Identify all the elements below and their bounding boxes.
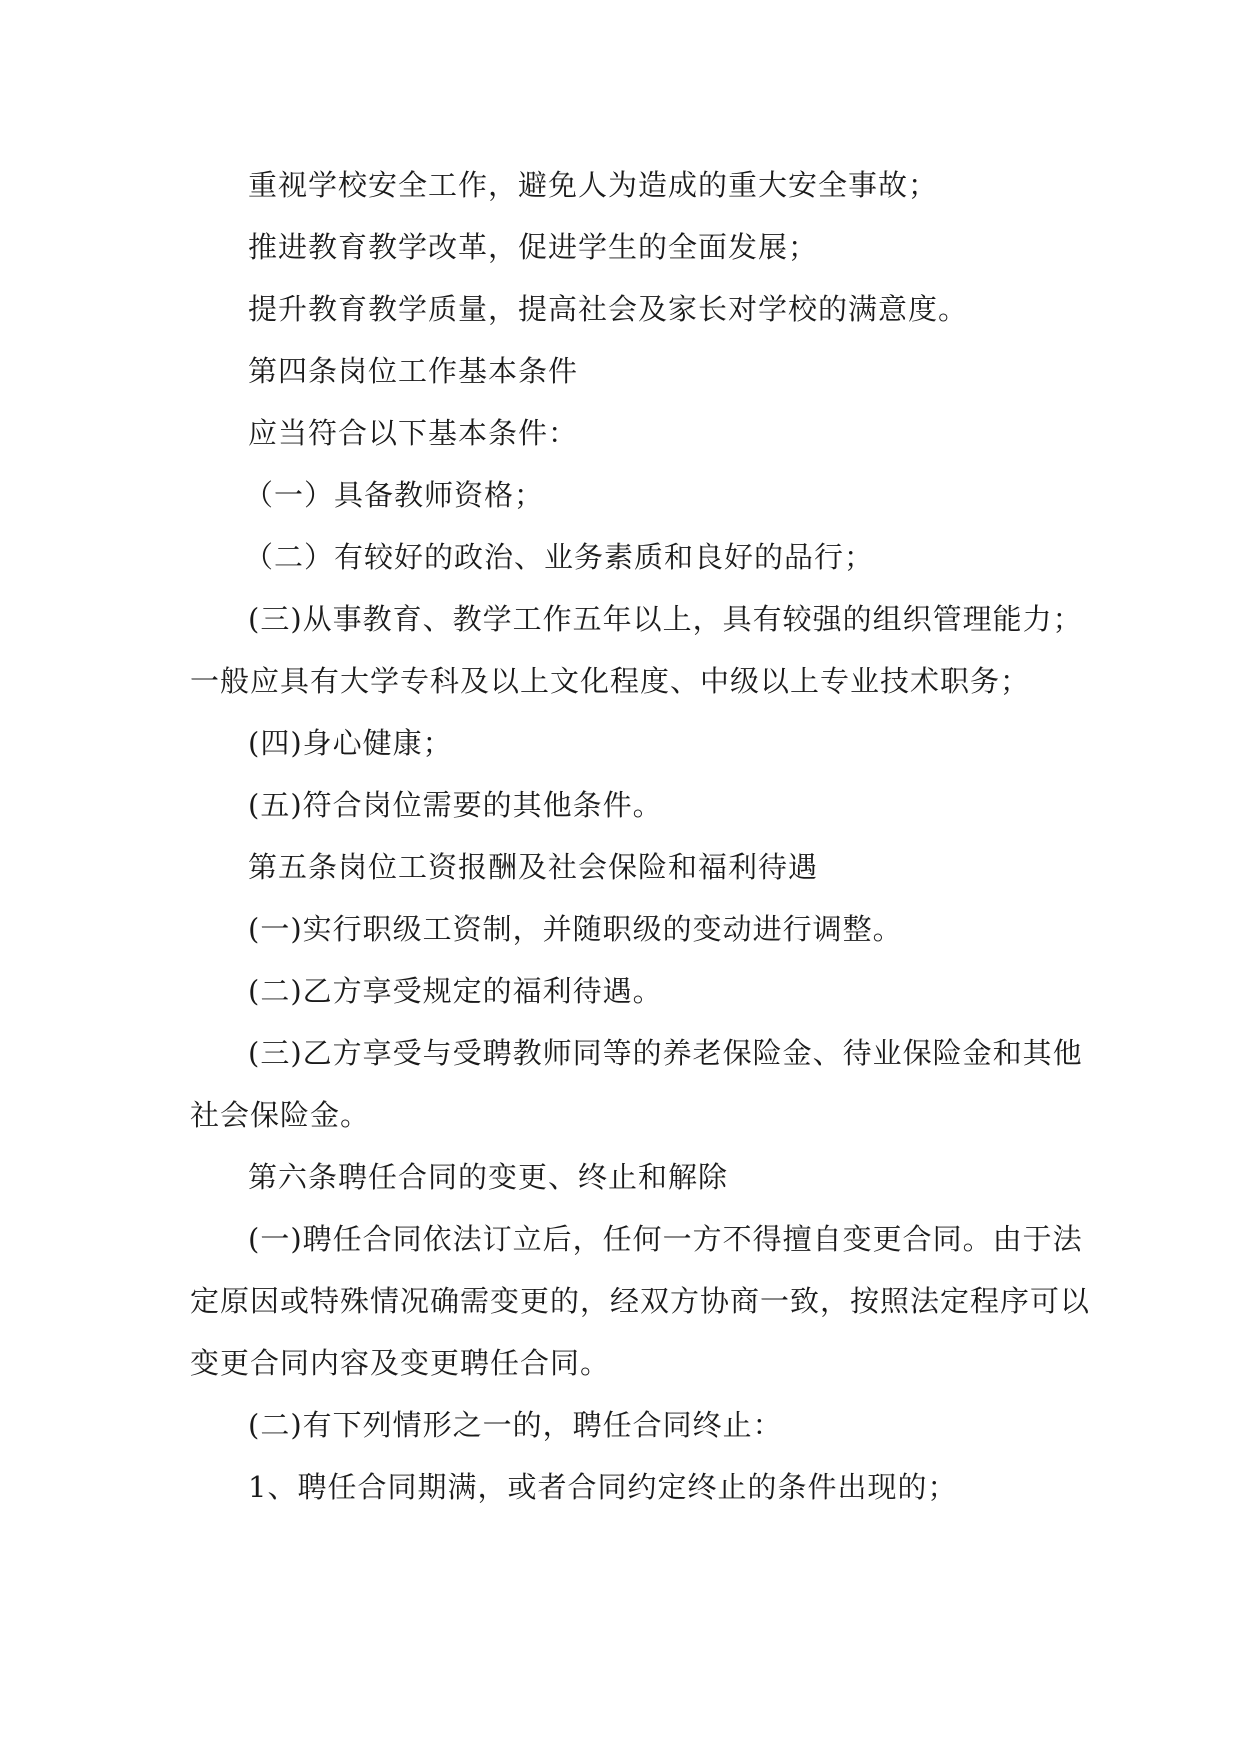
list-item: (四)身心健康；: [248, 726, 453, 760]
list-item: (一)聘任合同依法订立后，任何一方不得擅自变更合同。由于法: [248, 1222, 1083, 1256]
list-item: (三)从事教育、教学工作五年以上，具有较强的组织管理能力；: [248, 602, 1083, 636]
list-item: (二)乙方享受规定的福利待遇。: [248, 974, 663, 1008]
list-item: (二)有下列情形之一的，聘任合同终止：: [248, 1408, 783, 1442]
section-heading: 第四条岗位工作基本条件: [248, 354, 579, 388]
paragraph-line: 推进教育教学改革，促进学生的全面发展；: [248, 230, 819, 264]
list-item: (三)乙方享受与受聘教师同等的养老保险金、待业保险金和其他: [248, 1036, 1083, 1070]
paragraph-line: 变更合同内容及变更聘任合同。: [190, 1346, 611, 1380]
paragraph-line: 一般应具有大学专科及以上文化程度、中级以上专业技术职务；: [190, 664, 1031, 698]
paragraph-line: 提升教育教学质量，提高社会及家长对学校的满意度。: [248, 292, 969, 326]
section-heading: 第五条岗位工资报酬及社会保险和福利待遇: [248, 850, 819, 884]
list-item: 1、聘任合同期满，或者合同约定终止的条件出现的；: [248, 1470, 958, 1504]
paragraph-line: 应当符合以下基本条件：: [248, 416, 579, 450]
section-heading: 第六条聘任合同的变更、终止和解除: [248, 1160, 729, 1194]
paragraph-line: 社会保险金。: [190, 1098, 371, 1132]
list-item: (五)符合岗位需要的其他条件。: [248, 788, 663, 822]
list-item: （一）具备教师资格；: [244, 478, 545, 512]
list-item: （二）有较好的政治、业务素质和良好的品行；: [244, 540, 875, 574]
list-item: (一)实行职级工资制，并随职级的变动进行调整。: [248, 912, 903, 946]
paragraph-line: 重视学校安全工作，避免人为造成的重大安全事故；: [248, 168, 939, 202]
paragraph-line: 定原因或特殊情况确需变更的，经双方协商一致，按照法定程序可以: [190, 1284, 1091, 1318]
